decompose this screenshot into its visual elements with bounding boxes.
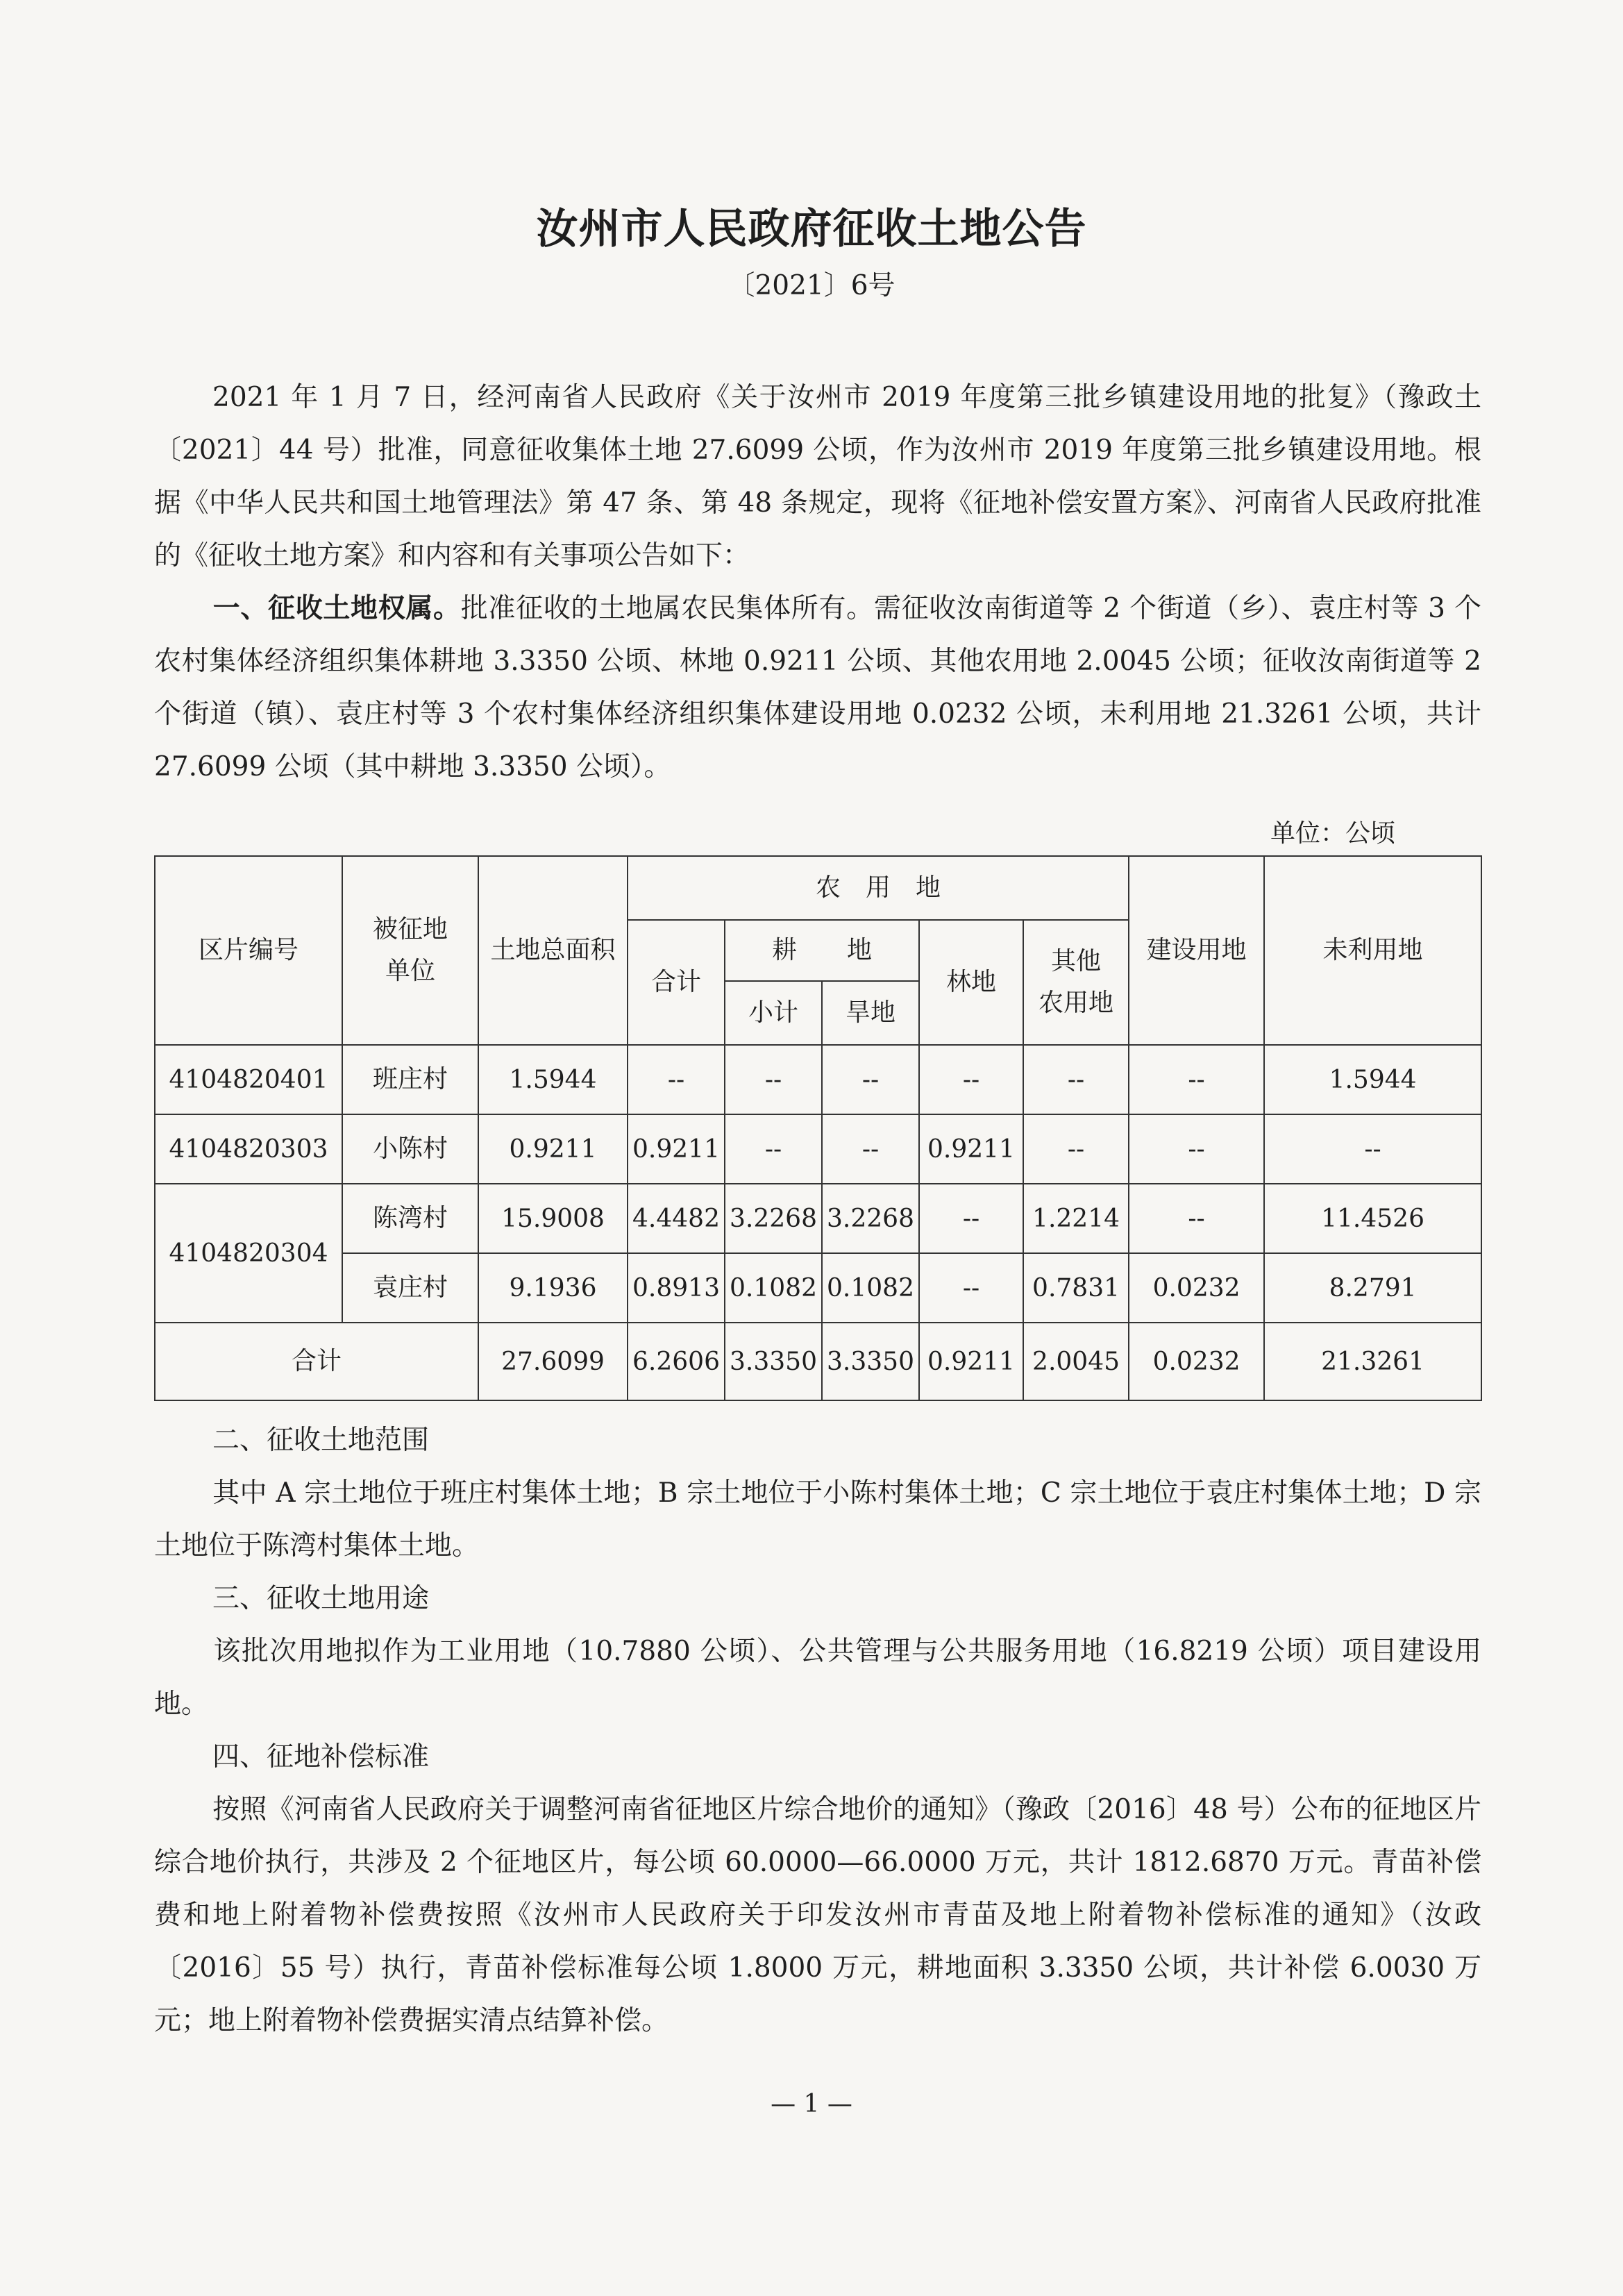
cell-cult-subtotal: 0.1082 [725, 1253, 822, 1323]
table-row [155, 1184, 1481, 1253]
header-total-area: 土地总面积 [478, 856, 628, 1045]
cell-unused: 1.5944 [1264, 1045, 1481, 1114]
table-row [155, 1045, 1481, 1114]
cell-village: 班庄村 [342, 1045, 478, 1114]
table-header-row-1 [155, 856, 1481, 920]
section-3-text: 该批次用地拟作为工业用地（10.7880 公顷）、公共管理与公共服务用地（16.8219 公顷）项目建设用地。 [154, 1636, 1481, 1720]
section-1-paragraph [154, 583, 1481, 794]
cell-construction: 0.0232 [1129, 1323, 1264, 1400]
section-2-text: 其中 A 宗土地位于班庄村集体土地；B 宗土地位于小陈村集体土地；C 宗土地位于袁庄村集体土地；D 宗土地位于陈湾村集体土地。 [154, 1477, 1481, 1561]
cell-forest: 0.9211 [919, 1114, 1023, 1184]
table-row [155, 1114, 1481, 1184]
section-3-paragraph [154, 1625, 1481, 1731]
cell-other: -- [1023, 1045, 1129, 1114]
header-land-unit: 被征地 单位 [342, 856, 478, 1045]
cell-village: 袁庄村 [342, 1253, 478, 1323]
cell-other: 1.2214 [1023, 1184, 1129, 1253]
cell-forest: 0.9211 [919, 1323, 1023, 1400]
cell-unused: 8.2791 [1264, 1253, 1481, 1323]
page-title: 汝州市人民政府征收土地公告 [536, 205, 1087, 253]
cell-zone: 4104820401 [155, 1045, 342, 1114]
cell-other: 0.7831 [1023, 1253, 1129, 1323]
cell-agri-total: 6.2606 [628, 1323, 725, 1400]
cell-cult-subtotal: 3.2268 [725, 1184, 822, 1253]
table-total-row [155, 1323, 1481, 1400]
cell-construction: -- [1129, 1184, 1264, 1253]
cell-construction: -- [1129, 1045, 1264, 1114]
cell-zone: 4104820303 [155, 1114, 342, 1184]
cell-total: 1.5944 [478, 1045, 628, 1114]
intro-paragraph [154, 371, 1481, 583]
cell-total-label: 合计 [155, 1323, 478, 1400]
header-zone-id: 区片编号 [155, 856, 342, 1045]
cell-forest: -- [919, 1045, 1023, 1114]
cell-unused: -- [1264, 1114, 1481, 1184]
cell-agri-total: 0.8913 [628, 1253, 725, 1323]
cell-total: 9.1936 [478, 1253, 628, 1323]
table-unit-label: 单位：公顷 [1270, 819, 1396, 848]
cell-dry: -- [822, 1045, 919, 1114]
cell-unused: 21.3261 [1264, 1323, 1481, 1400]
cell-construction: -- [1129, 1114, 1264, 1184]
document-number: 〔2021〕6号 [728, 270, 895, 301]
cell-other: 2.0045 [1023, 1323, 1129, 1400]
cell-cult-subtotal: 3.3350 [725, 1323, 822, 1400]
section-4-paragraph [154, 1784, 1481, 2047]
header-cultivated-land: 耕 地 [725, 920, 919, 981]
cell-total: 27.6099 [478, 1323, 628, 1400]
section-2-heading: 二、征收土地范围 [212, 1425, 430, 1456]
cell-dry: 3.2268 [822, 1184, 919, 1253]
table-row [155, 1253, 1481, 1323]
cell-dry: 3.3350 [822, 1323, 919, 1400]
section-3-heading: 三、征收土地用途 [212, 1583, 430, 1614]
cell-village: 小陈村 [342, 1114, 478, 1184]
cell-dry: 0.1082 [822, 1253, 919, 1323]
header-dry-land: 旱地 [822, 981, 919, 1045]
intro-text: 2021 年 1 月 7 日，经河南省人民政府《关于汝州市 2019 年度第三批乡镇建设用地的批复》（豫政土〔2021〕44 号）批准，同意征收集体土地 27.6099 公顷，作为汝州市 2019 年度第三批乡镇建设用地。根据《中华人民共和国土地管理法》第 47 条、第 48 条规定，现将《征地补偿安置方案》、河南省人民政府批准的《征收土地方案》和内容和有关事项公告如下： [154, 382, 1481, 571]
page-number: — 1 — [771, 2090, 852, 2118]
header-construction-land: 建设用地 [1129, 856, 1264, 1045]
cell-zone: 4104820304 [155, 1184, 342, 1323]
header-cultivated-subtotal: 小计 [725, 981, 822, 1045]
section-1-text: 批准征收的土地属农民集体所有。需征收汝南街道等 2 个街道（乡）、袁庄村等 3 个农村集体经济组织集体耕地 3.3350 公顷、林地 0.9211 公顷、其他农用地 2.0045 公顷；征收汝南街道等 2 个街道（镇）、袁庄村等 3 个农村集体经济组织集体建设用地 0.0232 公顷，未利用地 21.3261 公顷，共计 27.6099 公顷（其中耕地 3.3350 公顷）。 [154, 593, 1481, 782]
header-other-agri-land: 其他 农用地 [1023, 920, 1129, 1045]
cell-village: 陈湾村 [342, 1184, 478, 1253]
section-4-heading: 四、征地补偿标准 [212, 1741, 430, 1773]
cell-total: 15.9008 [478, 1184, 628, 1253]
cell-agri-total: 0.9211 [628, 1114, 725, 1184]
header-agricultural-land: 农 用 地 [628, 856, 1129, 920]
land-table [154, 855, 1482, 1401]
cell-unused: 11.4526 [1264, 1184, 1481, 1253]
cell-agri-total: 4.4482 [628, 1184, 725, 1253]
header-forest-land: 林地 [919, 920, 1023, 1045]
section-4-text: 按照《河南省人民政府关于调整河南省征地区片综合地价的通知》（豫政〔2016〕48 号）公布的征地区片综合地价执行，共涉及 2 个征地区片，每公顷 60.0000—66.0000 万元，共计 1812.6870 万元。青苗补偿费和地上附着物补偿费按照《汝州市人民政府关于印发汝州市青苗及地上附着物补偿标准的通知》（汝政〔2016〕55 号）执行，青苗补偿标准每公顷 1.8000 万元，耕地面积 3.3350 公顷，共计补偿 6.0030 万元；地上附着物补偿费据实清点结算补偿。 [154, 1794, 1481, 2036]
header-unused-land: 未利用地 [1264, 856, 1481, 1045]
cell-construction: 0.0232 [1129, 1253, 1264, 1323]
cell-agri-total: -- [628, 1045, 725, 1114]
section-1-heading: 一、征收土地权属。 [212, 593, 461, 624]
cell-forest: -- [919, 1253, 1023, 1323]
cell-forest: -- [919, 1184, 1023, 1253]
cell-dry: -- [822, 1114, 919, 1184]
cell-cult-subtotal: -- [725, 1045, 822, 1114]
header-agri-subtotal: 合计 [628, 920, 725, 1045]
cell-other: -- [1023, 1114, 1129, 1184]
section-2-paragraph [154, 1467, 1481, 1573]
cell-cult-subtotal: -- [725, 1114, 822, 1184]
cell-total: 0.9211 [478, 1114, 628, 1184]
